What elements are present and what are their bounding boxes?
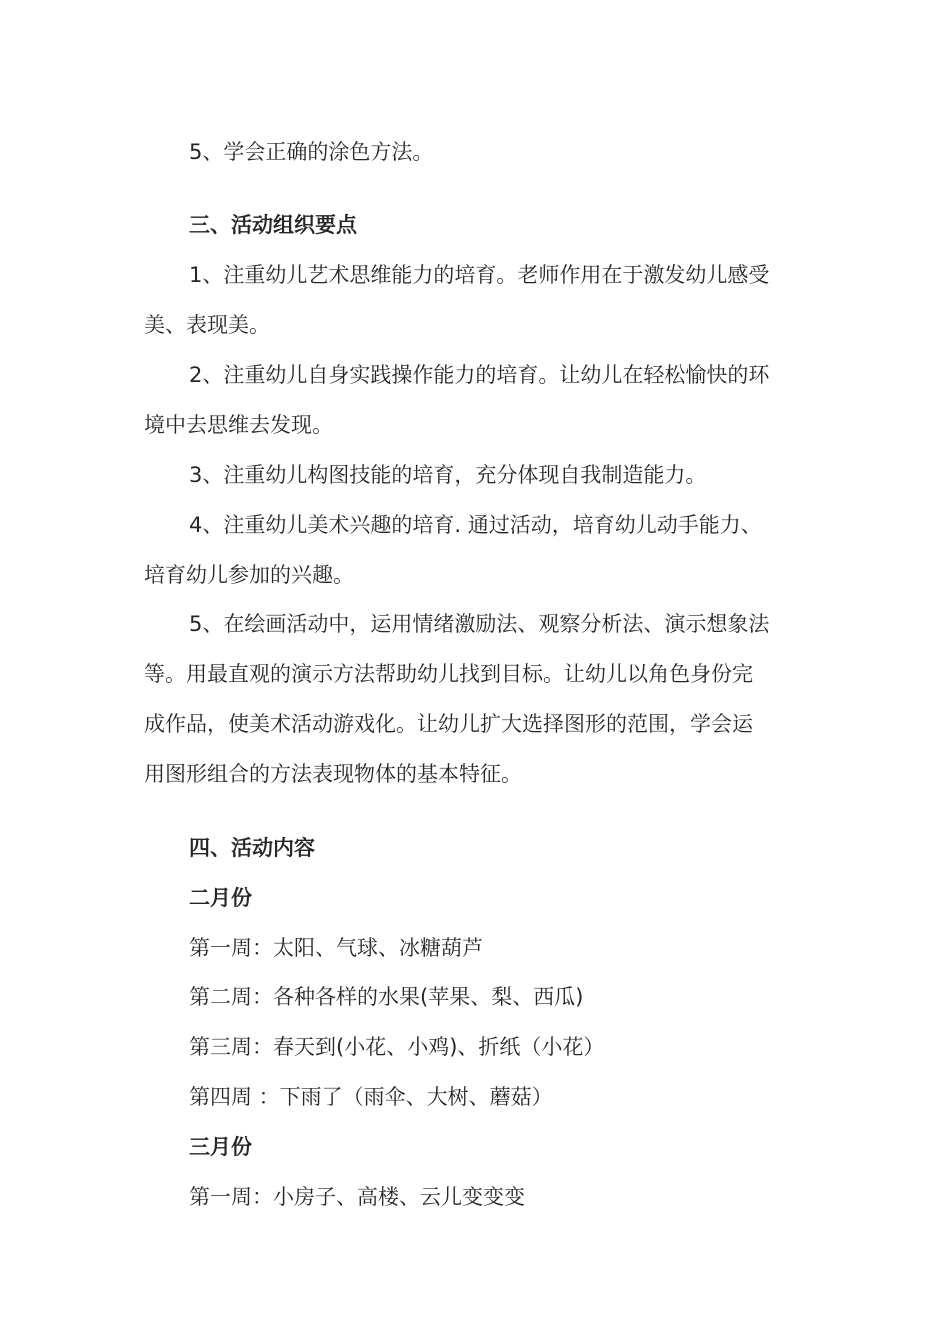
february-week-3: 第三周：春天到(小花、小鸡)、折纸（小花） xyxy=(189,1035,605,1059)
section-3-point-5-line-3: 成作品，使美术活动游戏化。让幼儿扩大选择图形的范围，学会运 xyxy=(144,712,753,736)
objective-item-5: 5、学会正确的涂色方法。 xyxy=(189,140,434,164)
section-3-point-4-line-2: 培育幼儿参加的兴趣。 xyxy=(144,563,354,587)
section-3-point-5-line-2: 等。用最直观的演示方法帮助幼儿找到目标。让幼儿以角色身份完 xyxy=(144,662,753,686)
section-3-point-1-line-2: 美、表现美。 xyxy=(144,313,270,337)
february-week-4: 第四周 ：下雨了（雨伞、大树、蘑菇） xyxy=(189,1085,553,1109)
february-week-2: 第二周：各种各样的水果(苹果、梨、西瓜) xyxy=(189,985,584,1009)
section-3-point-3: 3、注重幼儿构图技能的培育，充分体现自我制造能力。 xyxy=(189,463,707,487)
section-3-heading: 三、活动组织要点 xyxy=(189,213,357,237)
section-3-point-2-line-2: 境中去思维去发现。 xyxy=(144,413,333,437)
month-label-march: 三月份 xyxy=(189,1135,252,1159)
march-week-1: 第一周：小房子、高楼、云儿变变变 xyxy=(189,1185,525,1209)
section-3-point-1-line-1: 1、注重幼儿艺术思维能力的培育。老师作用在于激发幼儿感受 xyxy=(189,263,770,287)
section-3-point-2-line-1: 2、注重幼儿自身实践操作能力的培育。让幼儿在轻松愉快的环 xyxy=(189,363,770,387)
section-3-point-4-line-1: 4、注重幼儿美术兴趣的培育. 通过活动，培育幼儿动手能力、 xyxy=(189,513,762,537)
section-3-point-5-line-4: 用图形组合的方法表现物体的基本特征。 xyxy=(144,762,522,786)
month-label-february: 二月份 xyxy=(189,886,252,910)
section-4-heading: 四、活动内容 xyxy=(189,836,315,860)
section-3-point-5-line-1: 5、在绘画活动中，运用情绪激励法、观察分析法、演示想象法 xyxy=(189,612,770,636)
february-week-1: 第一周：太阳、气球、冰糖葫芦 xyxy=(189,936,483,960)
